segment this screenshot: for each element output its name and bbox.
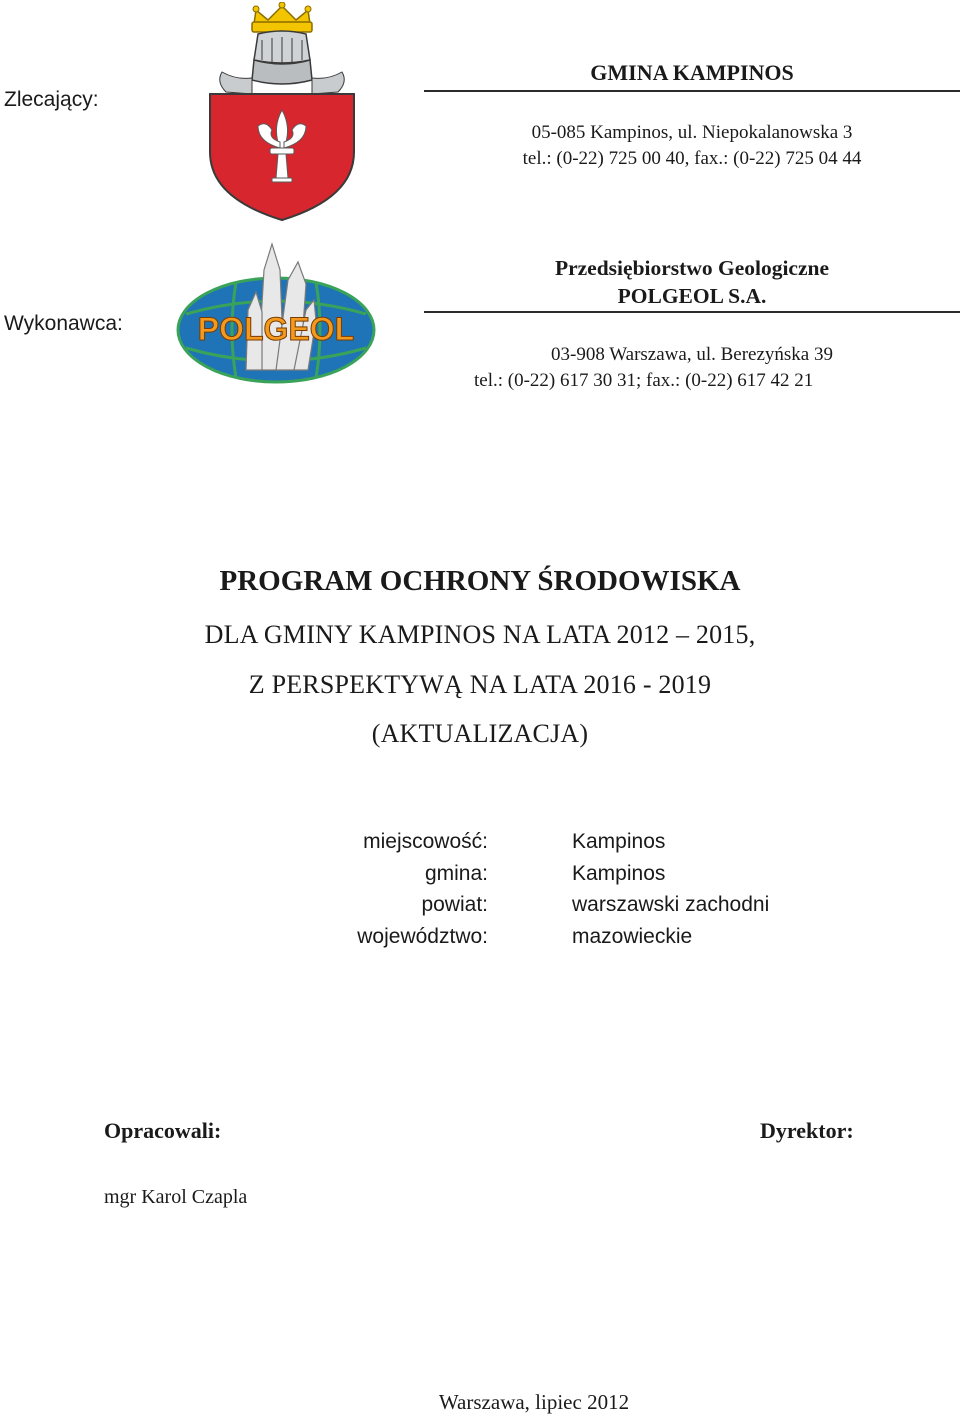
polgeol-logo xyxy=(176,240,378,386)
client-name: GMINA KAMPINOS xyxy=(590,60,794,85)
location-value: Kampinos xyxy=(572,830,666,853)
document-subtitle-line2: DLA GMINY KAMPINOS NA LATA 2012 – 2015, xyxy=(204,620,756,649)
helmet-icon xyxy=(220,31,345,94)
document-subtitle-line4: (AKTUALIZACJA) xyxy=(371,719,589,748)
location-key: gmina: xyxy=(424,861,488,885)
client-role-label: Zlecający: xyxy=(4,88,99,111)
document-subtitle-line3: Z PERSPEKTYWĄ NA LATA 2016 - 2019 xyxy=(248,670,712,699)
prepared-by-label: Opracowali: xyxy=(104,1118,222,1143)
kampinos-coat-of-arms-logo xyxy=(196,2,368,224)
location-row xyxy=(188,858,769,890)
director-label: Dyrektor: xyxy=(760,1118,854,1143)
location-key: powiat: xyxy=(421,893,488,916)
crown-icon xyxy=(252,2,312,32)
location-row xyxy=(188,889,769,921)
location-row xyxy=(188,921,769,953)
client-address-line1: 05-085 Kampinos, ul. Niepokalanowska 3 xyxy=(531,122,853,143)
location-key: miejscowość: xyxy=(363,830,488,853)
author-name: mgr Karol Czapla xyxy=(104,1186,248,1208)
contractor-address-line1: 03-908 Warszawa, ul. Berezyńska 39 xyxy=(551,344,833,365)
location-key: województwo: xyxy=(357,924,488,948)
contractor-name-line2: POLGEOL S.A. xyxy=(617,284,767,308)
location-value: mazowieckie xyxy=(572,924,693,948)
location-row xyxy=(188,826,769,858)
client-address-line2: tel.: (0-22) 725 00 40, fax.: (0-22) 725 04 44 xyxy=(522,148,862,169)
location-value: Kampinos xyxy=(572,861,666,885)
place-and-date xyxy=(0,1390,960,1415)
location-table xyxy=(188,826,769,952)
contractor-role-label: Wykonawca: xyxy=(4,312,123,335)
contractor-name-line1: Przedsiębiorstwo Geologiczne xyxy=(554,256,830,280)
document-title: PROGRAM OCHRONY ŚRODOWISKA xyxy=(219,565,741,597)
place-and-date-text: Warszawa, lipiec 2012 xyxy=(438,1390,630,1414)
location-value: warszawski zachodni xyxy=(572,893,770,916)
logo-wordmark: POLGEOL xyxy=(197,311,355,347)
contractor-address-line2: tel.: (0-22) 617 30 31; fax.: (0-22) 617 42 21 xyxy=(474,370,814,391)
contractor-divider xyxy=(424,311,960,313)
client-divider xyxy=(424,90,960,92)
